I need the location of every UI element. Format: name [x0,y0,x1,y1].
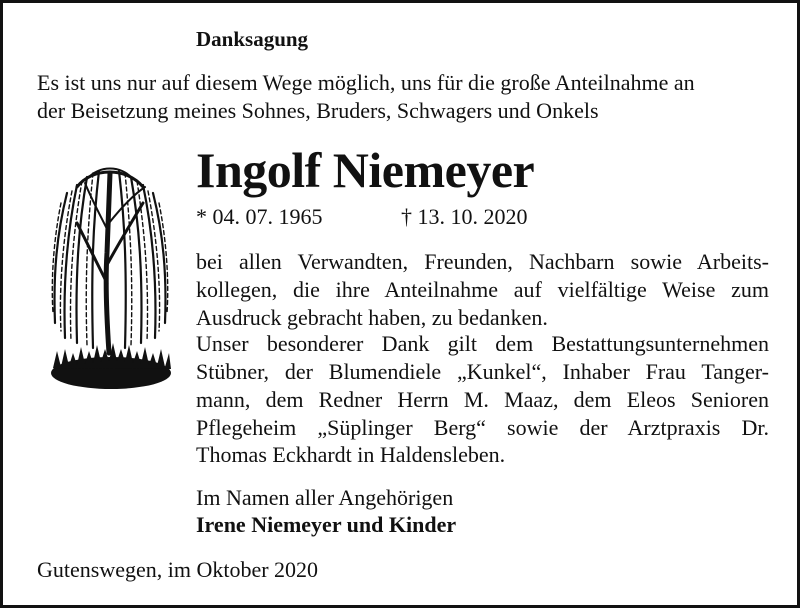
intro-line-2: der Beisetzung meines Sohnes, Bruders, Schwagers und Onkels [37,98,599,123]
body-line-3: Ausdruck gebracht haben, zu bedanken. [196,305,548,330]
death-date: † 13. 10. 2020 [401,204,528,229]
body-line-6: mann, dem Redner Herrn M. Maaz, dem Eleos Senioren [196,387,769,412]
closing-line: Im Namen aller Angehörigen [196,485,454,510]
body-line-5: Stübner, der Blumendiele „Kunkel“, Inhaber Frau Tanger- [196,359,769,384]
birth-date: * 04. 07. 1965 [196,204,323,229]
deceased-name: Ingolf Niemeyer [196,142,535,198]
body-line-7: Pflegeheim „Süplinger Berg“ sowie der Arztpraxis Dr. [196,415,769,440]
heading: Danksagung [196,27,309,51]
weeping-willow-icon [47,163,173,401]
body-line-8: Thomas Eckhardt in Haldensleben. [196,442,506,467]
signature: Irene Niemeyer und Kinder [196,512,457,537]
intro-line-1: Es ist uns nur auf diesem Wege möglich, uns für die große Anteilnahme an [37,70,695,95]
place-date: Gutenswegen, im Oktober 2020 [37,557,319,582]
body-line-1: bei allen Verwandten, Freunden, Nachbarn sowie Arbeits- [196,249,769,274]
body-line-4: Unser besonderer Dank gilt dem Bestattungsunternehmen [196,331,769,356]
body-line-2: kollegen, die ihre Anteilnahme auf vielfältige Weise zum [196,277,769,302]
